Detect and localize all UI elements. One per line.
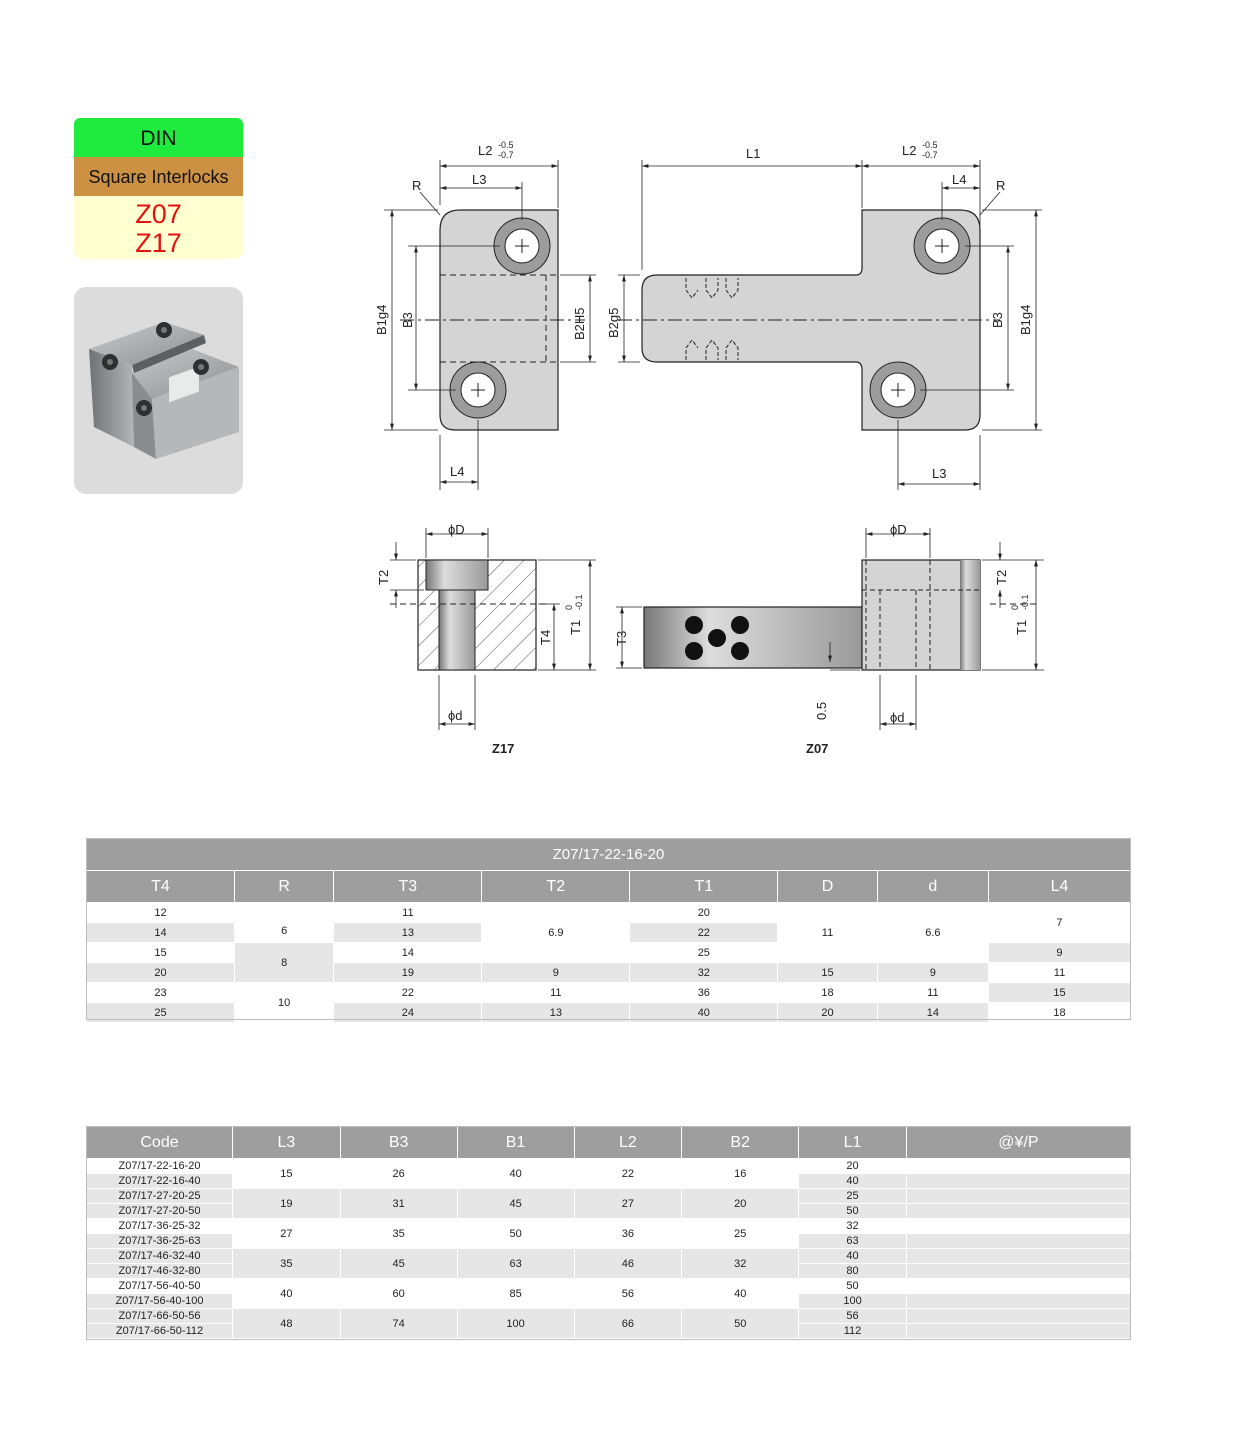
label-L1: L1 <box>746 146 761 161</box>
caption-z17: Z17 <box>492 741 515 756</box>
z17-top-view <box>400 210 585 430</box>
category-label: Square Interlocks <box>74 157 243 196</box>
table-cell: 16 <box>682 1159 799 1189</box>
order-code-table <box>86 1126 1131 1339</box>
z17-section-view <box>390 560 546 670</box>
table-cell: 50 <box>682 1309 799 1339</box>
label-B1g4-right: B1g4 <box>1018 304 1033 335</box>
product-badge <box>74 118 243 259</box>
table-cell: 50 <box>799 1279 907 1294</box>
label-L4: L4 <box>450 464 465 479</box>
table-row: 15 8 14 25 9 <box>87 943 1131 963</box>
label-L3: L3 <box>472 172 487 187</box>
label-phid: ϕd <box>448 708 463 723</box>
table-cell: 85 <box>457 1279 574 1309</box>
table-row <box>87 1279 1131 1294</box>
dimension-table <box>86 838 1131 1023</box>
label-gap: 0.5 <box>814 701 829 720</box>
table-row: 23 10 22 11 36 18 11 15 <box>87 983 1131 1003</box>
table-row <box>87 1189 1131 1204</box>
label-T1-tol-upper: 0 <box>564 604 574 610</box>
header-R: R <box>234 871 333 903</box>
table-cell: 31 <box>340 1189 457 1219</box>
label-phiD: ϕD <box>448 522 465 537</box>
header-T4: T4 <box>87 871 235 903</box>
table-row <box>87 1249 1131 1264</box>
header-B3: B3 <box>340 1127 457 1159</box>
table-cell: 66 <box>574 1309 682 1339</box>
header-L2: L2 <box>574 1127 682 1159</box>
label-L2-tol-upper: -0.5 <box>498 140 514 150</box>
label-B2g5: B2g5 <box>606 307 621 338</box>
price-cell <box>906 1309 1130 1324</box>
table-cell: 40 <box>682 1279 799 1309</box>
label-R: R <box>412 178 422 193</box>
caption-z07: Z07 <box>806 741 829 756</box>
label-L2-right-tol-lower: -0.7 <box>922 150 938 160</box>
table-cell: Z07/17-36-25-32 <box>87 1219 233 1234</box>
price-cell <box>906 1174 1130 1189</box>
product-codes <box>74 196 243 259</box>
table-cell: Z07/17-46-32-80 <box>87 1264 233 1279</box>
table-cell: 74 <box>340 1309 457 1339</box>
table-row <box>87 1219 1131 1234</box>
label-B2H5: B2H5 <box>572 307 587 340</box>
label-L2-right: L2 <box>902 143 917 158</box>
price-cell <box>906 1264 1130 1279</box>
header-B1: B1 <box>457 1127 574 1159</box>
label-R-right: R <box>996 178 1006 193</box>
table-cell: Z07/17-66-50-56 <box>87 1309 233 1324</box>
table-cell: 36 <box>574 1219 682 1249</box>
price-cell <box>906 1204 1130 1219</box>
label-phid-right: ϕd <box>890 710 905 725</box>
label-L4-right: L4 <box>952 172 967 187</box>
price-cell <box>906 1219 1130 1234</box>
header-T2: T2 <box>482 871 630 903</box>
technical-drawing <box>360 130 1080 775</box>
table-cell: Z07/17-56-40-100 <box>87 1294 233 1309</box>
header-T3: T3 <box>334 871 482 903</box>
table-cell: Z07/17-56-40-50 <box>87 1279 233 1294</box>
table-cell: 112 <box>799 1324 907 1339</box>
header-L1: L1 <box>799 1127 907 1159</box>
table-cell: Z07/17-27-20-50 <box>87 1204 233 1219</box>
label-T1-right: T1 <box>1014 619 1029 635</box>
table-cell: 45 <box>340 1249 457 1279</box>
price-cell <box>906 1189 1130 1204</box>
table-cell: 40 <box>799 1249 907 1264</box>
table-cell: 63 <box>799 1234 907 1249</box>
label-T1-tol-lower: -0.1 <box>574 594 584 610</box>
label-L3-right: L3 <box>932 466 947 481</box>
table-row <box>87 1159 1131 1174</box>
label-L2-tol-lower: -0.7 <box>498 150 514 160</box>
standard-label: DIN <box>74 118 243 157</box>
table-cell: 50 <box>799 1204 907 1219</box>
table-title: Z07/17-22-16-20 <box>87 839 1131 871</box>
table-cell: Z07/17-22-16-20 <box>87 1159 233 1174</box>
interlock-render-image <box>74 287 243 494</box>
table-row: 12 6 11 6.9 20 11 6.6 7 <box>87 903 1131 923</box>
table-cell: 19 <box>233 1189 341 1219</box>
table-cell: 63 <box>457 1249 574 1279</box>
price-cell <box>906 1294 1130 1309</box>
label-L2-right-tol-upper: -0.5 <box>922 140 938 150</box>
table-cell: 27 <box>233 1219 341 1249</box>
price-cell <box>906 1279 1130 1294</box>
table-cell: 40 <box>233 1279 341 1309</box>
table-cell: 45 <box>457 1189 574 1219</box>
label-T1: T1 <box>568 619 583 635</box>
header-price: @¥/P <box>906 1127 1130 1159</box>
table-cell: Z07/17-22-16-40 <box>87 1174 233 1189</box>
header-B2: B2 <box>682 1127 799 1159</box>
product-photo <box>74 287 243 494</box>
header-d: d <box>877 871 988 903</box>
header-code: Code <box>87 1127 233 1159</box>
table-cell: 32 <box>682 1249 799 1279</box>
price-cell <box>906 1324 1130 1339</box>
table-cell: Z07/17-66-50-112 <box>87 1324 233 1339</box>
table-cell: 20 <box>682 1189 799 1219</box>
price-cell <box>906 1159 1130 1174</box>
table-cell: 25 <box>682 1219 799 1249</box>
code-z17: Z17 <box>135 228 182 258</box>
label-T1-right-tol-lower: -0.1 <box>1020 594 1030 610</box>
table-row: 20 19 9 32 15 9 11 <box>87 963 1131 983</box>
table-cell: 35 <box>233 1249 341 1279</box>
table-cell: 60 <box>340 1279 457 1309</box>
label-B1g4: B1g4 <box>374 304 389 335</box>
label-T4: T4 <box>538 629 553 645</box>
table-cell: 35 <box>340 1219 457 1249</box>
table-cell: 40 <box>457 1159 574 1189</box>
table-cell: 32 <box>799 1219 907 1234</box>
order-code-rows <box>87 1159 1131 1339</box>
header-L3: L3 <box>233 1127 341 1159</box>
table-cell: 46 <box>574 1249 682 1279</box>
table-cell: 56 <box>574 1279 682 1309</box>
header-T1: T1 <box>630 871 778 903</box>
label-T2: T2 <box>376 569 391 585</box>
table-cell: 80 <box>799 1264 907 1279</box>
label-T3: T3 <box>614 630 629 646</box>
table-cell: 15 <box>233 1159 341 1189</box>
label-B3: B3 <box>400 312 415 328</box>
table-cell: Z07/17-36-25-63 <box>87 1234 233 1249</box>
table-cell: 26 <box>340 1159 457 1189</box>
z07-section-view <box>644 560 1040 670</box>
table-row: 14 13 22 <box>87 923 1131 943</box>
table-row <box>87 1309 1131 1324</box>
table-cell: 20 <box>799 1159 907 1174</box>
table-cell: 50 <box>457 1219 574 1249</box>
table-cell: 100 <box>457 1309 574 1339</box>
svg-text:L2 <box>478 143 492 158</box>
table-row: 25 24 13 40 20 14 18 <box>87 1003 1131 1023</box>
price-cell <box>906 1249 1130 1264</box>
table-cell: 48 <box>233 1309 341 1339</box>
z07-top-view <box>618 210 1000 430</box>
label-B3-right: B3 <box>990 312 1005 328</box>
label-L2: L2 <box>478 143 493 158</box>
code-z07: Z07 <box>135 199 182 229</box>
table-cell: 22 <box>574 1159 682 1189</box>
label-T1-right-tol-upper: 0 <box>1010 604 1020 610</box>
table-cell: 100 <box>799 1294 907 1309</box>
table-cell: 40 <box>799 1174 907 1189</box>
header-D: D <box>778 871 877 903</box>
price-cell <box>906 1234 1130 1249</box>
table-cell: Z07/17-46-32-40 <box>87 1249 233 1264</box>
label-T2-right: T2 <box>994 569 1009 585</box>
table-cell: 56 <box>799 1309 907 1324</box>
label-phiD-right: ϕD <box>890 522 907 537</box>
table-cell: 27 <box>574 1189 682 1219</box>
table-cell: Z07/17-27-20-25 <box>87 1189 233 1204</box>
table-cell: 25 <box>799 1189 907 1204</box>
header-L4: L4 <box>988 871 1130 903</box>
